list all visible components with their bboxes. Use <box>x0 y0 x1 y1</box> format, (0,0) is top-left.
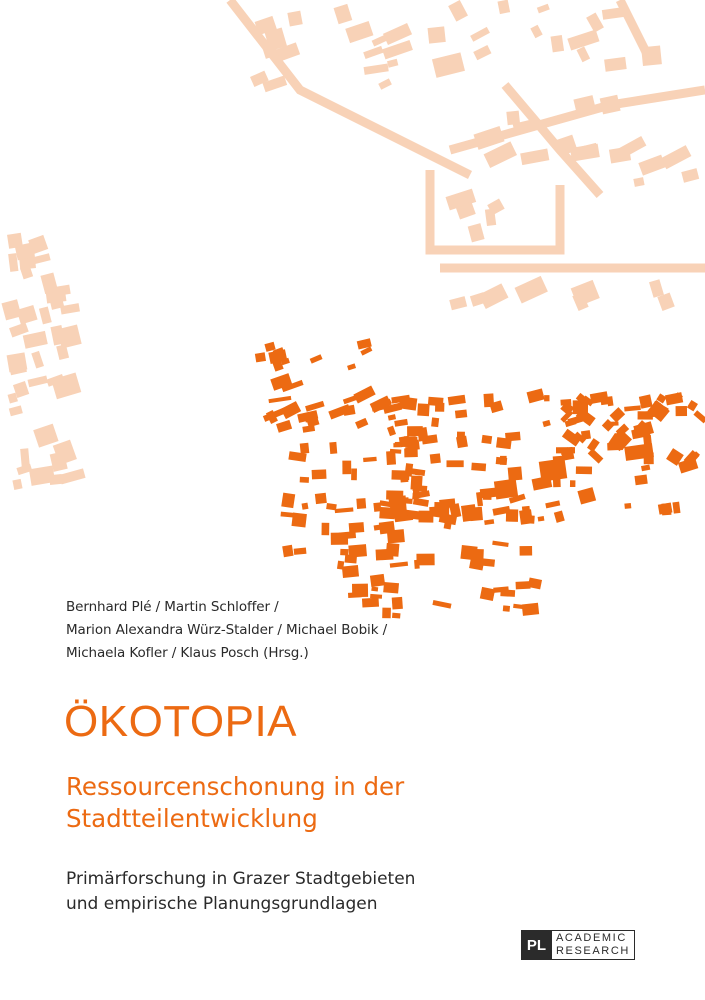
building-shape <box>676 406 688 416</box>
building-shape <box>23 331 48 349</box>
building-shape <box>468 223 485 242</box>
building-shape <box>484 519 494 525</box>
building-shape <box>392 597 403 610</box>
building-shape <box>571 280 600 307</box>
building-shape <box>364 64 389 75</box>
building-shape <box>494 479 518 500</box>
building-shape <box>399 396 417 410</box>
building-shape <box>470 27 490 42</box>
building-shape <box>39 307 52 325</box>
building-shape <box>414 560 420 569</box>
building-shape <box>503 605 510 611</box>
building-shape <box>479 283 509 309</box>
building-shape <box>588 448 604 463</box>
publisher-logo-mark: PL <box>521 930 552 960</box>
building-shape <box>349 522 365 533</box>
building-shape <box>322 523 330 535</box>
building-shape <box>7 233 23 249</box>
building-shape <box>415 471 421 476</box>
building-shape <box>496 437 512 449</box>
book-title: ÖKOTOPIA <box>64 697 298 746</box>
building-shape <box>356 498 366 509</box>
building-shape <box>387 529 405 543</box>
building-shape <box>577 46 591 62</box>
building-shape <box>480 587 495 601</box>
building-shape <box>473 45 491 60</box>
building-shape <box>351 468 357 480</box>
building-shape <box>602 419 615 432</box>
building-shape <box>387 59 398 68</box>
building-shape <box>539 458 568 481</box>
building-shape <box>355 418 368 429</box>
building-shape <box>624 405 641 411</box>
building-shape <box>342 565 359 578</box>
building-shape <box>394 419 408 427</box>
building-shape <box>428 397 444 407</box>
building-shape <box>255 352 266 362</box>
building-shape <box>545 500 560 508</box>
building-shape <box>633 177 644 187</box>
building-shape <box>300 443 310 454</box>
building-shape <box>570 480 576 487</box>
building-shape <box>347 363 356 370</box>
building-shape <box>59 468 85 484</box>
building-shape <box>334 4 353 24</box>
building-shape <box>610 407 626 423</box>
building-shape <box>520 149 549 166</box>
building-shape <box>587 438 600 452</box>
building-shape <box>604 57 627 72</box>
building-shape <box>400 472 409 482</box>
building-shape <box>340 549 348 556</box>
building-shape <box>9 405 23 416</box>
publisher-line: RESEARCH <box>556 945 630 957</box>
building-shape <box>300 477 309 483</box>
building-shape <box>276 420 292 433</box>
building-shape <box>649 279 664 298</box>
building-shape <box>329 442 337 454</box>
building-shape <box>348 544 367 557</box>
building-shape <box>339 531 356 539</box>
building-shape <box>519 509 533 525</box>
building-shape <box>287 11 302 27</box>
building-shape <box>530 25 542 39</box>
building-shape <box>448 395 466 406</box>
building-shape <box>492 541 509 547</box>
building-shape <box>638 155 665 176</box>
building-shape <box>302 503 309 510</box>
building-shape <box>363 46 383 59</box>
building-shape <box>353 386 375 404</box>
building-shape <box>382 40 413 59</box>
building-shape <box>390 562 408 568</box>
building-shape <box>281 493 295 509</box>
building-shape <box>661 503 671 515</box>
building-shape <box>544 395 549 401</box>
editors-line: Michaela Kofler / Klaus Posch (Hrsg.) <box>66 645 309 661</box>
building-shape <box>305 401 325 412</box>
building-shape <box>390 449 401 454</box>
building-shape <box>634 474 647 485</box>
building-shape <box>294 548 307 555</box>
building-shape <box>551 35 565 52</box>
editors-line: Bernhard Plé / Martin Schloffer / <box>66 599 279 615</box>
subtitle-line: Ressourcenschonung in der <box>66 772 405 801</box>
building-shape <box>345 21 373 43</box>
publisher-logo-text <box>552 930 635 960</box>
building-shape <box>520 546 533 556</box>
building-shape <box>448 0 468 22</box>
building-shape <box>577 487 596 504</box>
building-shape <box>378 78 392 89</box>
building-shape <box>687 400 698 411</box>
editors-line: Marion Alexandra Würz-Stalder / Michael Bobik / <box>66 622 388 638</box>
building-shape <box>404 448 418 457</box>
building-shape <box>471 463 486 472</box>
building-shape <box>372 32 393 46</box>
building-shape <box>410 475 422 490</box>
building-shape <box>661 145 692 169</box>
building-shape <box>449 296 467 310</box>
book-subtitle <box>66 771 404 835</box>
building-shape <box>522 603 539 616</box>
building-shape <box>315 493 327 504</box>
building-shape <box>430 453 441 463</box>
building-shape <box>40 273 58 295</box>
editors-list <box>66 596 387 665</box>
book-tagline <box>66 867 415 917</box>
building-shape <box>7 352 28 372</box>
building-shape <box>282 545 293 557</box>
building-shape <box>641 465 650 472</box>
building-shape <box>1 299 21 320</box>
building-shape <box>432 600 451 609</box>
building-shape <box>456 436 468 449</box>
building-shape <box>335 507 354 513</box>
building-shape <box>461 504 477 522</box>
tagline-line: Primärforschung in Grazer Stadtgebieten <box>66 869 416 889</box>
building-shape <box>428 26 446 43</box>
building-shape <box>542 420 550 427</box>
building-shape <box>527 388 545 403</box>
highlighted-city-blocks <box>255 338 705 618</box>
building-shape <box>413 498 429 507</box>
building-shape <box>576 466 592 474</box>
building-shape <box>681 168 699 183</box>
building-shape <box>310 354 323 363</box>
building-shape <box>586 12 604 32</box>
building-shape <box>500 456 507 465</box>
subtitle-line: Stadtteilentwicklung <box>66 804 318 833</box>
building-shape <box>312 469 327 479</box>
building-shape <box>386 543 400 557</box>
building-shape <box>388 414 396 420</box>
building-shape <box>554 510 565 522</box>
building-shape <box>693 410 705 423</box>
building-shape <box>12 479 22 490</box>
building-shape <box>431 417 439 427</box>
building-shape <box>392 613 401 619</box>
publisher-line: ACADEMIC <box>556 932 627 944</box>
building-shape <box>268 396 291 403</box>
building-shape <box>387 426 396 436</box>
faded-road-outlines <box>230 0 705 268</box>
building-shape <box>469 557 484 571</box>
building-shape <box>342 461 351 475</box>
building-shape <box>370 574 385 587</box>
building-shape <box>388 495 406 505</box>
faded-city-blocks <box>1 0 699 490</box>
building-shape <box>538 516 545 522</box>
building-shape <box>31 351 44 369</box>
publisher-logo <box>521 930 635 960</box>
building-shape <box>483 495 492 500</box>
building-shape <box>639 394 653 408</box>
building-shape <box>455 409 467 418</box>
building-shape <box>481 435 492 444</box>
building-shape <box>328 404 351 419</box>
tagline-line: und empirische Planungsgrundlagen <box>66 894 378 914</box>
building-shape <box>383 582 399 594</box>
building-shape <box>28 375 49 387</box>
building-shape <box>537 4 550 14</box>
building-shape <box>624 503 631 509</box>
building-shape <box>432 52 465 78</box>
building-shape <box>446 460 463 467</box>
building-shape <box>515 276 548 304</box>
building-shape <box>419 511 434 523</box>
building-shape <box>281 512 296 518</box>
building-shape <box>371 587 378 592</box>
building-shape <box>343 395 356 404</box>
building-shape <box>33 424 58 448</box>
building-shape <box>497 0 510 14</box>
building-shape <box>363 457 377 462</box>
road-outline <box>620 0 650 60</box>
building-shape <box>672 502 680 514</box>
building-shape <box>617 136 646 159</box>
building-shape <box>417 403 429 416</box>
